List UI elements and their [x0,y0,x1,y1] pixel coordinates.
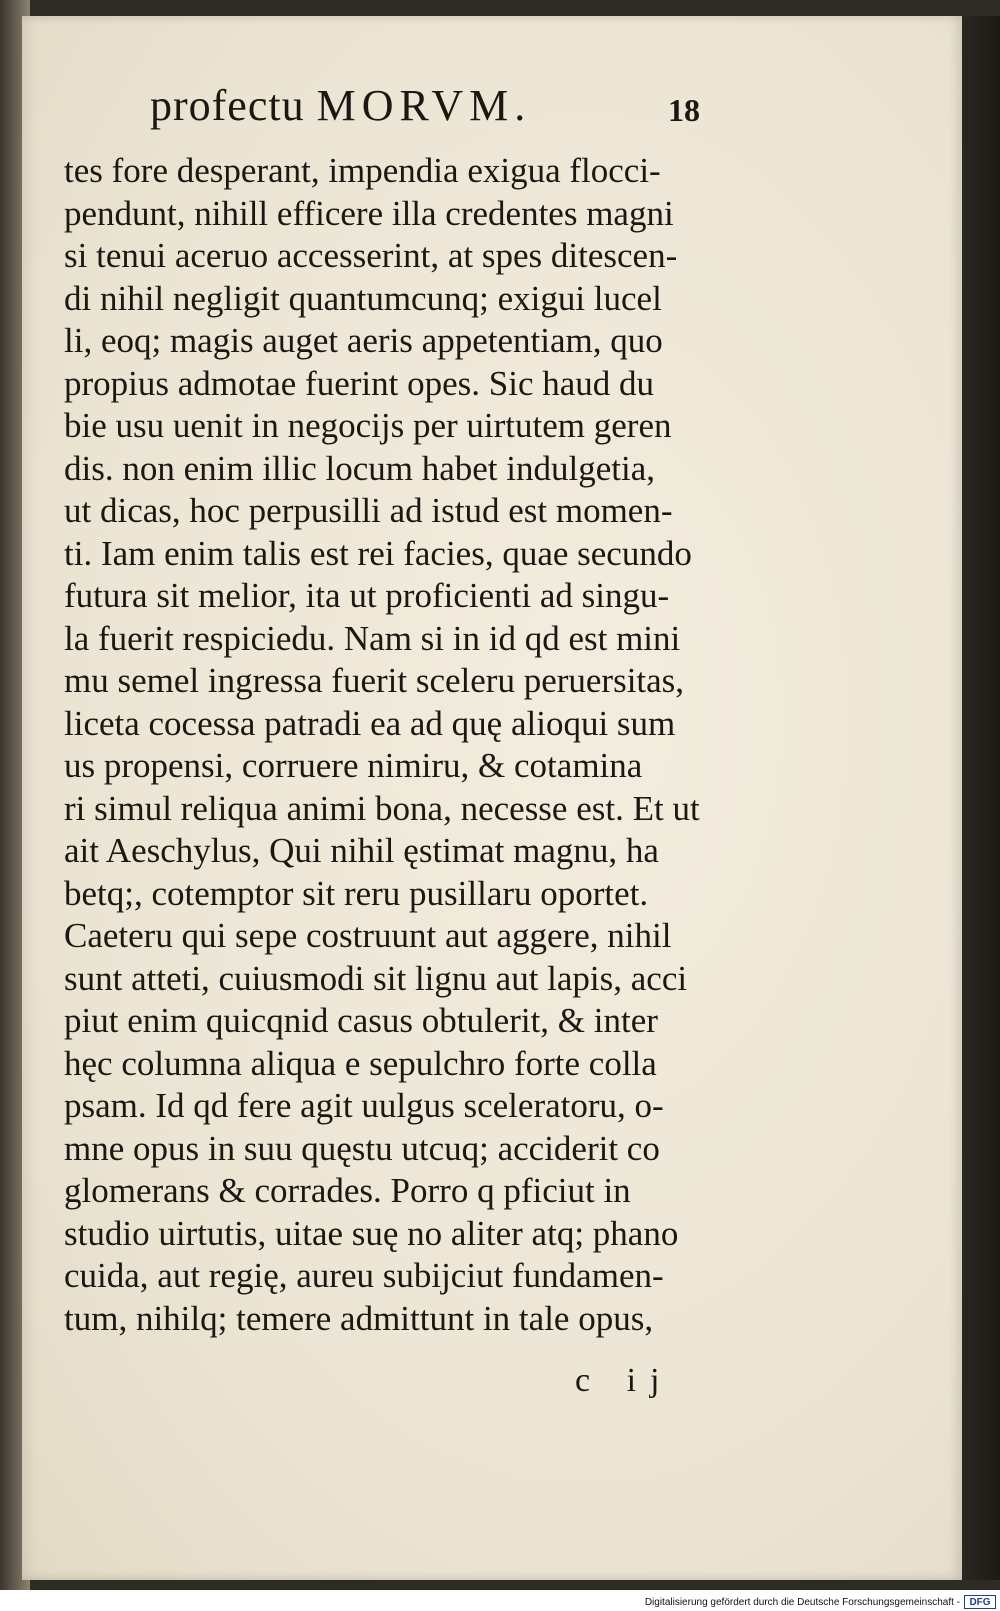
text-line: li, eoq; magis auget aeris appetentiam, quo [64,321,663,360]
text-line: studio uirtutis, uitae suę no aliter atq; phano [64,1213,679,1253]
body-text [64,150,764,1340]
text-line: propius admotae fuerint opes. Sic haud du [64,363,655,403]
text-line: ut dicas, hoc perpusilli ad istud est momen- [64,491,673,530]
text-line: di nihil negligit quantumcunq; exigui lucel [64,278,662,318]
running-head-caps: MORVM. [316,81,532,130]
text-line: piut enim quicqnid casus obtulerit, & inter [64,1001,658,1040]
text-line: futura sit melior, ita ut proficienti ad singu- [64,576,670,615]
text-line: ri simul reliqua animi bona, necesse est. Et ut [64,788,700,828]
text-line: betq;, cotemptor sit reru pusillaru oportet. [64,873,649,913]
text-line: bie usu uenit in negocijs per uirtutem geren [64,406,672,445]
text-line: mu semel ingressa fuerit sceleru peruersitas, [64,661,685,700]
signature-mark: c ij [575,1362,674,1399]
text-line: glomerans & corrades. Porro q pficiut in [64,1171,631,1210]
running-head-lead: profectu [150,81,305,130]
text-line: ti. Iam enim talis est rei facies, quae secundo [64,533,692,573]
folio-number: 18 [668,92,700,128]
text-line: Caeteru qui sepe costruunt aut aggere, nihil [64,916,672,955]
text-line: sunt atteti, cuiusmodi sit lignu aut lapis, acci [64,958,688,998]
text-line: us propensi, corruere nimiru, & cotamina [64,746,643,785]
text-line: si tenui aceruo accesserint, at spes ditescen- [64,236,678,275]
text-line: tum, nihilq; temere admittunt in tale opus, [64,1298,654,1338]
text-line: psam. Id qd fere agit uulgus sceleratoru, o- [64,1086,664,1125]
text-line: la fuerit respiciedu. Nam si in id qd est mini [64,618,681,658]
binding-edge [962,16,1000,1580]
running-head [150,80,750,140]
digitization-credit: Digitalisierung gefördert durch die Deutsche Forschungsgemeinschaft - [644,1597,960,1608]
text-line: ait Aeschylus, Qui nihil ęstimat magnu, ha [64,831,659,870]
text-line: liceta cocessa patradi ea ad quę alioqui sum [64,703,676,743]
text-line: mne opus in suu quęstu utcuq; acciderit co [64,1128,660,1168]
text-line: hęc columna aliqua e sepulchro forte colla [64,1043,657,1083]
text-line: cuida, aut regię, aureu subijciut fundamen- [64,1256,664,1295]
text-line: tes fore desperant, impendia exigua flocci- [64,151,661,190]
text-line: dis. non enim illic locum habet indulgetia, [64,448,656,488]
dfg-logo: DFG [964,1595,996,1609]
text-line: pendunt, nihill efficere illa credentes magni [64,193,674,233]
